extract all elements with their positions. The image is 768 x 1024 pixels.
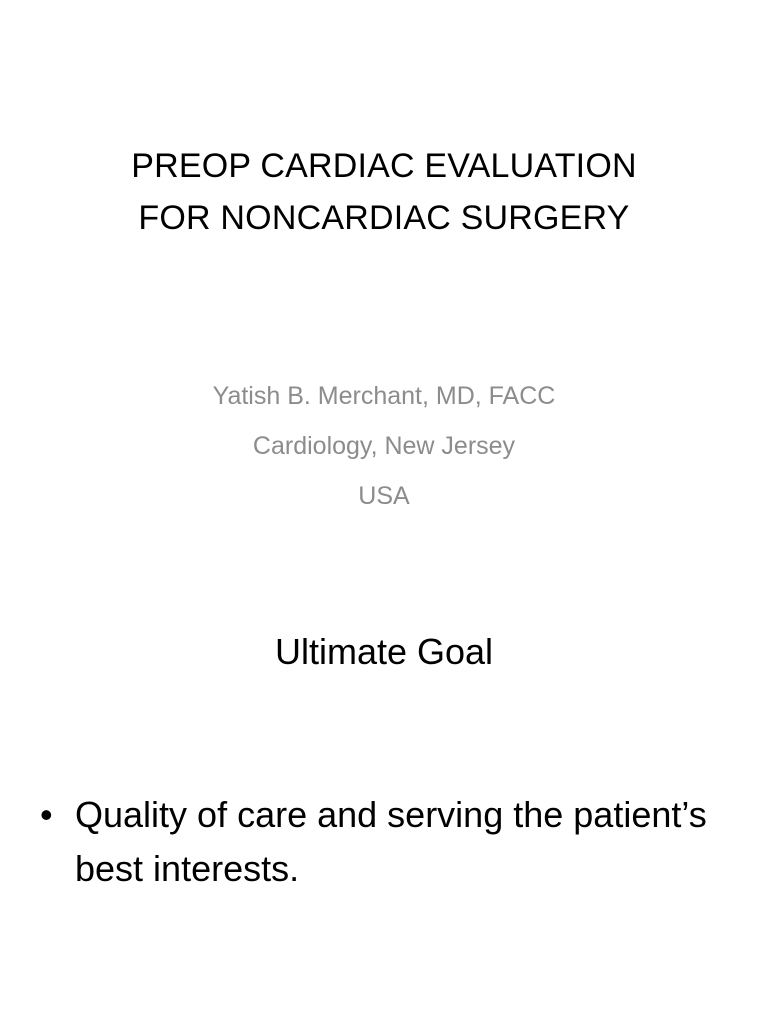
author-affiliation: Cardiology, New Jersey bbox=[252, 432, 516, 460]
presentation-title bbox=[0, 140, 768, 244]
bullet-item bbox=[40, 788, 740, 896]
bullet-list bbox=[40, 788, 740, 896]
author-name: Yatish B. Merchant, MD, FACC bbox=[212, 382, 556, 410]
slide-title: Ultimate Goal bbox=[274, 631, 494, 672]
bullet-text: Quality of care and serving the patient’s best interests. bbox=[75, 794, 707, 889]
author-block bbox=[0, 371, 768, 521]
bullet-icon: • bbox=[40, 794, 53, 835]
title-line-1: PREOP CARDIAC EVALUATION bbox=[131, 147, 637, 185]
author-country: USA bbox=[358, 482, 410, 510]
content-slide bbox=[0, 580, 768, 1024]
title-line-2: FOR NONCARDIAC SURGERY bbox=[138, 199, 630, 237]
